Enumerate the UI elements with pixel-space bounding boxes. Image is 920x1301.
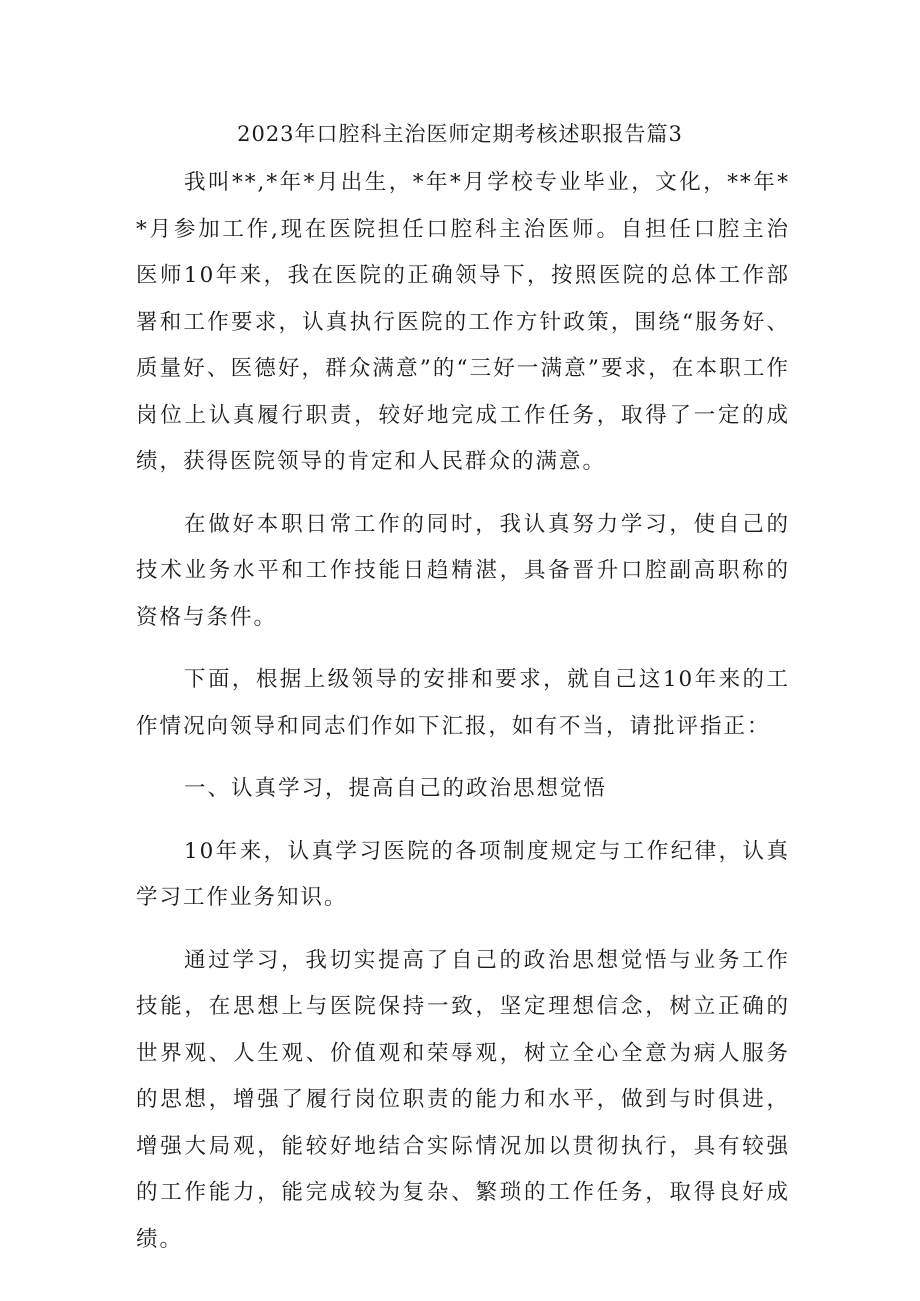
document-body [136, 160, 790, 1279]
paragraph-introduction: 我叫**,*年*月出生，*年*月学校专业毕业，文化，**年**月参加工作,现在医院担任口腔科主治医师。自担任口腔主治医师10年来，我在医院的正确领导下，按照医院的总体工作部署和工作要求，认真执行医院的工作方针政策，围绕“服务好、质量好、医德好，群众满意”的“三好一满意”要求，在本职工作岗位上认真履行职责，较好地完成工作任务，取得了一定的成绩，获得医院领导的肯定和人民群众的满意。 [136, 170, 790, 474]
paragraph-study-results: 通过学习，我切实提高了自己的政治思想觉悟与业务工作技能，在思想上与医院保持一致，坚定理想信念，树立正确的世界观、人生观、价值观和荣辱观，树立全心全意为病人服务的思想，增强了履行岗位职责的能力和水平，做到与时俱进，增强大局观，能较好地结合实际情况加以贯彻执行，具有较强的工作能力，能完成较为复杂、繁琐的工作任务，取得良好成绩。 [136, 947, 790, 1252]
paragraph-report-intro: 下面，根据上级领导的安排和要求，就自己这10年来的工作情况向领导和同志们作如下汇报，如有不当，请批评指正： [136, 667, 790, 739]
section-heading-1: 一、认真学习，提高自己的政治思想觉悟 [184, 776, 608, 801]
paragraph-ten-years-study: 10年来，认真学习医院的各项制度规定与工作纪律，认真学习工作业务知识。 [136, 838, 790, 910]
document-title: 2023年口腔科主治医师定期考核述职报告篇3 [237, 122, 683, 146]
paragraph-study-skills: 在做好本职日常工作的同时，我认真努力学习，使自己的技术业务水平和工作技能日趋精湛，具备晋升口腔副高职称的资格与条件。 [136, 511, 790, 630]
